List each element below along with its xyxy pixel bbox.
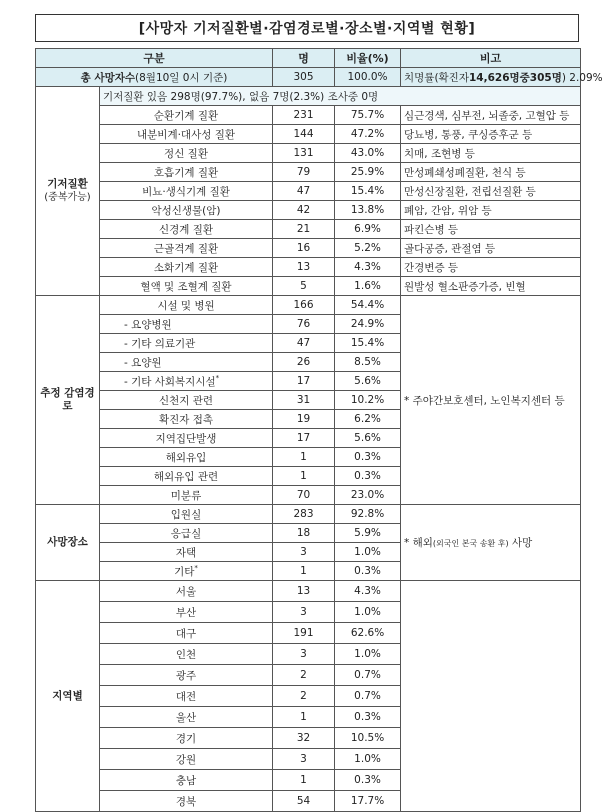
route-count: 76	[273, 315, 335, 334]
underlying-row	[36, 182, 581, 201]
disease-ratio: 15.4%	[335, 182, 401, 201]
disease-note: 파킨슨병 등	[401, 220, 581, 239]
route-count: 17	[273, 372, 335, 391]
region-label: 경기	[100, 728, 273, 749]
route-ratio: 15.4%	[335, 334, 401, 353]
underlying-summary-row	[36, 87, 581, 106]
route-ratio: 10.2%	[335, 391, 401, 410]
route-ratio: 0.3%	[335, 467, 401, 486]
region-label: 강원	[100, 749, 273, 770]
route-count: 70	[273, 486, 335, 505]
route-label: 지역집단발생	[100, 429, 273, 448]
underlying-row	[36, 239, 581, 258]
place-ratio: 5.9%	[335, 524, 401, 543]
region-label: 서울	[100, 581, 273, 602]
disease-count: 13	[273, 258, 335, 277]
region-count: 13	[273, 581, 335, 602]
region-count: 2	[273, 686, 335, 707]
region-count: 3	[273, 644, 335, 665]
disease-note: 심근경색, 심부전, 뇌졸중, 고혈압 등	[401, 106, 581, 125]
underlying-row	[36, 258, 581, 277]
route-ratio: 5.6%	[335, 372, 401, 391]
route-row	[36, 296, 581, 315]
place-row	[36, 505, 581, 524]
disease-ratio: 25.9%	[335, 163, 401, 182]
underlying-row	[36, 201, 581, 220]
total-row	[36, 68, 581, 87]
disease-label: 호흡기계 질환	[100, 163, 273, 182]
region-ratio: 1.0%	[335, 644, 401, 665]
footnote-mark: *	[194, 563, 198, 572]
disease-note: 간경변증 등	[401, 258, 581, 277]
disease-note: 치매, 조현병 등	[401, 144, 581, 163]
disease-label: 혈액 및 조혈계 질환	[100, 277, 273, 296]
place-count: 1	[273, 562, 335, 581]
region-count: 1	[273, 770, 335, 791]
disease-count: 16	[273, 239, 335, 258]
disease-label: 근골격계 질환	[100, 239, 273, 258]
route-label: - 요양원	[100, 353, 273, 372]
underlying-row	[36, 163, 581, 182]
disease-ratio: 1.6%	[335, 277, 401, 296]
underlying-row	[36, 277, 581, 296]
place-label: 자택	[100, 543, 273, 562]
disease-ratio: 47.2%	[335, 125, 401, 144]
route-label: - 요양병원	[100, 315, 273, 334]
underlying-category: 기저질환 (중복가능)	[36, 87, 100, 296]
disease-ratio: 6.9%	[335, 220, 401, 239]
region-ratio: 0.3%	[335, 770, 401, 791]
region-label: 울산	[100, 707, 273, 728]
disease-note: 만성신장질환, 전립선질환 등	[401, 182, 581, 201]
region-row	[36, 581, 581, 602]
place-count: 283	[273, 505, 335, 524]
place-ratio: 92.8%	[335, 505, 401, 524]
region-ratio: 1.0%	[335, 749, 401, 770]
route-ratio: 23.0%	[335, 486, 401, 505]
region-count: 32	[273, 728, 335, 749]
place-ratio: 0.3%	[335, 562, 401, 581]
disease-note: 당뇨병, 통풍, 쿠싱증후군 등	[401, 125, 581, 144]
route-label: - 기타 의료기관	[100, 334, 273, 353]
underlying-row	[36, 125, 581, 144]
disease-note: 폐암, 간암, 위암 등	[401, 201, 581, 220]
place-label: 응급실	[100, 524, 273, 543]
place-category: 사망장소	[36, 505, 100, 581]
place-note: * 해외(외국인 본국 송환 후) 사망	[401, 505, 581, 581]
region-label: 광주	[100, 665, 273, 686]
region-label: 대전	[100, 686, 273, 707]
region-count: 3	[273, 602, 335, 623]
region-ratio: 17.7%	[335, 791, 401, 812]
disease-count: 144	[273, 125, 335, 144]
place-label: 입원실	[100, 505, 273, 524]
region-label: 대구	[100, 623, 273, 644]
region-ratio: 62.6%	[335, 623, 401, 644]
disease-label: 비뇨·생식기계 질환	[100, 182, 273, 201]
route-count: 1	[273, 467, 335, 486]
region-label: 인천	[100, 644, 273, 665]
route-ratio: 0.3%	[335, 448, 401, 467]
place-label: 기타*	[100, 562, 273, 581]
disease-count: 42	[273, 201, 335, 220]
disease-label: 내분비계·대사성 질환	[100, 125, 273, 144]
route-category: 추정 감염경로	[36, 296, 100, 505]
disease-count: 131	[273, 144, 335, 163]
region-ratio: 10.5%	[335, 728, 401, 749]
route-count: 26	[273, 353, 335, 372]
footnote-mark: *	[215, 373, 220, 382]
region-ratio: 0.7%	[335, 665, 401, 686]
disease-label: 순환기계 질환	[100, 106, 273, 125]
header-row	[36, 49, 581, 68]
disease-label: 악성신생물(암)	[100, 201, 273, 220]
underlying-row	[36, 144, 581, 163]
route-label: 해외유입 관련	[100, 467, 273, 486]
disease-label: 소화기계 질환	[100, 258, 273, 277]
route-label: 미분류	[100, 486, 273, 505]
disease-note: 원발성 혈소판증가증, 빈혈	[401, 277, 581, 296]
disease-ratio: 75.7%	[335, 106, 401, 125]
region-count: 3	[273, 749, 335, 770]
underlying-row	[36, 220, 581, 239]
route-ratio: 24.9%	[335, 315, 401, 334]
place-ratio: 1.0%	[335, 543, 401, 562]
route-count: 31	[273, 391, 335, 410]
route-ratio: 8.5%	[335, 353, 401, 372]
disease-ratio: 13.8%	[335, 201, 401, 220]
total-label: 총 사망자수(8월10일 0시 기준)	[36, 68, 273, 87]
total-ratio: 100.0%	[335, 68, 401, 87]
region-count: 2	[273, 665, 335, 686]
disease-count: 47	[273, 182, 335, 201]
route-label: 해외유입	[100, 448, 273, 467]
disease-label: 정신 질환	[100, 144, 273, 163]
header-category: 구분	[36, 49, 273, 68]
region-ratio: 4.3%	[335, 581, 401, 602]
region-label: 충남	[100, 770, 273, 791]
disease-count: 5	[273, 277, 335, 296]
header-count: 명	[273, 49, 335, 68]
disease-ratio: 43.0%	[335, 144, 401, 163]
total-note: 치명률(확진자14,626명중305명) 2.09%	[401, 68, 581, 87]
route-count: 17	[273, 429, 335, 448]
underlying-row	[36, 106, 581, 125]
disease-label: 신경계 질환	[100, 220, 273, 239]
disease-count: 21	[273, 220, 335, 239]
disease-count: 231	[273, 106, 335, 125]
route-count: 19	[273, 410, 335, 429]
route-label: 시설 및 병원	[100, 296, 273, 315]
underlying-summary: 기저질환 있음 298명(97.7%), 없음 7명(2.3%) 조사중 0명	[100, 87, 581, 106]
disease-note: 골다공증, 관절염 등	[401, 239, 581, 258]
region-note	[401, 581, 581, 812]
disease-note: 만성폐쇄성폐질환, 천식 등	[401, 163, 581, 182]
region-label: 경북	[100, 791, 273, 812]
route-ratio: 6.2%	[335, 410, 401, 429]
death-statistics-table	[35, 48, 603, 812]
region-ratio: 0.7%	[335, 686, 401, 707]
route-label: - 기타 사회복지시설*	[100, 372, 273, 391]
route-ratio: 5.6%	[335, 429, 401, 448]
region-count: 191	[273, 623, 335, 644]
region-ratio: 1.0%	[335, 602, 401, 623]
route-label: 확진자 접촉	[100, 410, 273, 429]
region-count: 54	[273, 791, 335, 812]
region-label: 부산	[100, 602, 273, 623]
place-count: 18	[273, 524, 335, 543]
place-count: 3	[273, 543, 335, 562]
disease-ratio: 4.3%	[335, 258, 401, 277]
disease-ratio: 5.2%	[335, 239, 401, 258]
header-ratio: 비율(%)	[335, 49, 401, 68]
region-category: 지역별	[36, 581, 100, 812]
disease-count: 79	[273, 163, 335, 182]
route-count: 166	[273, 296, 335, 315]
page-title: [사망자 기저질환별·감염경로별·장소별·지역별 현황]	[35, 14, 579, 42]
route-note: * 주야간보호센터, 노인복지센터 등	[401, 296, 581, 505]
route-ratio: 54.4%	[335, 296, 401, 315]
region-ratio: 0.3%	[335, 707, 401, 728]
total-count: 305	[273, 68, 335, 87]
region-count: 1	[273, 707, 335, 728]
route-label: 신천지 관련	[100, 391, 273, 410]
route-count: 47	[273, 334, 335, 353]
header-note: 비고	[401, 49, 581, 68]
route-count: 1	[273, 448, 335, 467]
